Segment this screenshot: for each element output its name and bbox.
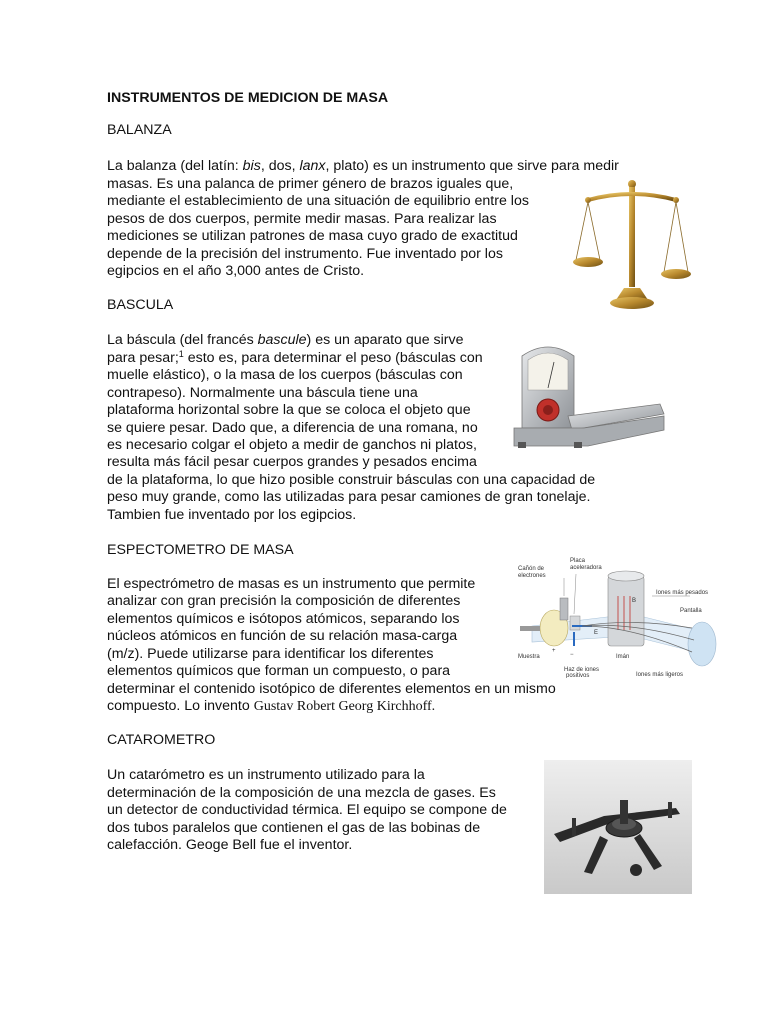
balance-scale-image bbox=[570, 178, 695, 313]
paragraph-line: núcleos atómicos en función de su relación masa-carga bbox=[107, 628, 458, 644]
catarometer-photo bbox=[544, 760, 692, 894]
section-heading-bascula: BASCULA bbox=[107, 297, 174, 313]
paragraph-line: un detector de conductividad térmica. El equipo se compone de bbox=[107, 802, 507, 818]
label-canon: Cañón de bbox=[518, 566, 545, 572]
label-haz-2: positivos bbox=[566, 673, 590, 678]
paragraph-line: dos tubos paralelos que contienen el gas de las bobinas de bbox=[107, 820, 481, 836]
paragraph-line: para pesar;$^1$ esto es, para determinar el peso (básculas con bbox=[107, 349, 483, 366]
scale-image bbox=[508, 338, 668, 460]
paragraph-line: muelle elástico), o la masa de los cuerpos (básculas con bbox=[107, 367, 463, 383]
paragraph-line: mediante el establecimiento de una situación de equilibrio entre los bbox=[107, 193, 529, 209]
paragraph-line: determinar el contenido isotópico de diferentes elementos en un mismo bbox=[107, 681, 556, 697]
paragraph-line: compuesto. Lo invento Gustav Robert Georg Kirchhoff. bbox=[107, 698, 436, 714]
paragraph-line: calefacción. Geoge Bell fue el inventor. bbox=[107, 837, 353, 853]
paragraph-line: se quiere pesar. Dado que, a diferencia de una romana, no bbox=[107, 420, 478, 436]
label-minus: − bbox=[570, 652, 574, 658]
paragraph-line: contrapeso). Normalmente una báscula tiene una bbox=[107, 385, 418, 401]
paragraph-line: mediciones se utilizan patrones de masa cuyo grado de exactitud bbox=[107, 228, 518, 244]
label-plus: + bbox=[552, 648, 556, 654]
paragraph-line: La báscula (del francés bascule) es un aparato que sirve bbox=[107, 332, 464, 348]
paragraph-line: La balanza (del latín: bis, dos, lanx, plato) es un instrumento que sirve para medir bbox=[107, 158, 619, 174]
section-heading-balanza: BALANZA bbox=[107, 122, 172, 138]
paragraph-line: resulta más fácil pesar cuerpos grandes y pesados encima bbox=[107, 454, 477, 470]
section-heading-catarometro: CATAROMETRO bbox=[107, 732, 216, 748]
document-title: INSTRUMENTOS DE MEDICION DE MASA bbox=[107, 90, 389, 106]
label-placa-2: aceleradora bbox=[570, 565, 602, 571]
paragraph-line: analizar con gran precisión la composición de diferentes bbox=[107, 593, 461, 609]
paragraph-line: es necesario colgar el objeto a medir de ganchos ni platos, bbox=[107, 437, 477, 453]
paragraph-line: egipcios en el año 3,000 antes de Cristo. bbox=[107, 263, 365, 279]
label-pantalla: Pantalla bbox=[680, 608, 702, 614]
paragraph-line: peso muy grande, como las utilizadas para pesar camiones de gran tonelaje. bbox=[107, 489, 591, 505]
label-ligeros: Iones más ligeros bbox=[636, 672, 684, 678]
paragraph-line: de la plataforma, lo que hizo posible construir básculas con una capacidad de bbox=[107, 472, 596, 488]
screen-shape bbox=[688, 622, 716, 666]
section-heading-espectrometro: ESPECTOMETRO DE MASA bbox=[107, 542, 294, 558]
label-muestra: Muestra bbox=[518, 654, 540, 660]
label-placa: Placa bbox=[570, 558, 586, 564]
paragraph-line: (m/z). Puede utilizarse para identificar los diferentes bbox=[107, 646, 434, 662]
paragraph-line: pesos de dos cuerpos, permite medir masas. Para realizar las bbox=[107, 211, 497, 227]
inventor-name: Gustav Robert Georg Kirchhoff. bbox=[253, 699, 436, 714]
paragraph-line: determinación de la composición de una mezcla de gases. Es bbox=[107, 785, 496, 801]
label-b: B bbox=[632, 598, 637, 604]
label-e: E bbox=[594, 630, 599, 636]
paragraph-line: elementos químicos que forman un compuesto, o para bbox=[107, 663, 451, 679]
footnote-marker[interactable]: 1 bbox=[178, 349, 184, 359]
label-pesados: Iones más pesados bbox=[656, 590, 709, 596]
label-iman: Imán bbox=[616, 654, 630, 660]
mass-spectrometer-diagram bbox=[512, 556, 722, 678]
paragraph-line: El espectrómetro de masas es un instrumento que permite bbox=[107, 576, 476, 592]
paragraph-line: plataforma horizontal sobre la que se coloca el objeto que bbox=[107, 402, 471, 418]
paragraph-line: depende de la precisión del instrumento. Fue inventado por los bbox=[107, 246, 503, 262]
paragraph-line: masas. Es una palanca de primer género de brazos iguales que, bbox=[107, 176, 514, 192]
paragraph-line: Un catarómetro es un instrumento utilizado para la bbox=[107, 767, 425, 783]
label-haz: Haz de iones bbox=[564, 667, 600, 673]
paragraph-line: elementos químicos e isótopos atómicos, separando los bbox=[107, 611, 460, 627]
paragraph-line: Tambien fue inventado por los egipcios. bbox=[107, 507, 357, 523]
label-canon-2: electrones bbox=[518, 573, 546, 579]
